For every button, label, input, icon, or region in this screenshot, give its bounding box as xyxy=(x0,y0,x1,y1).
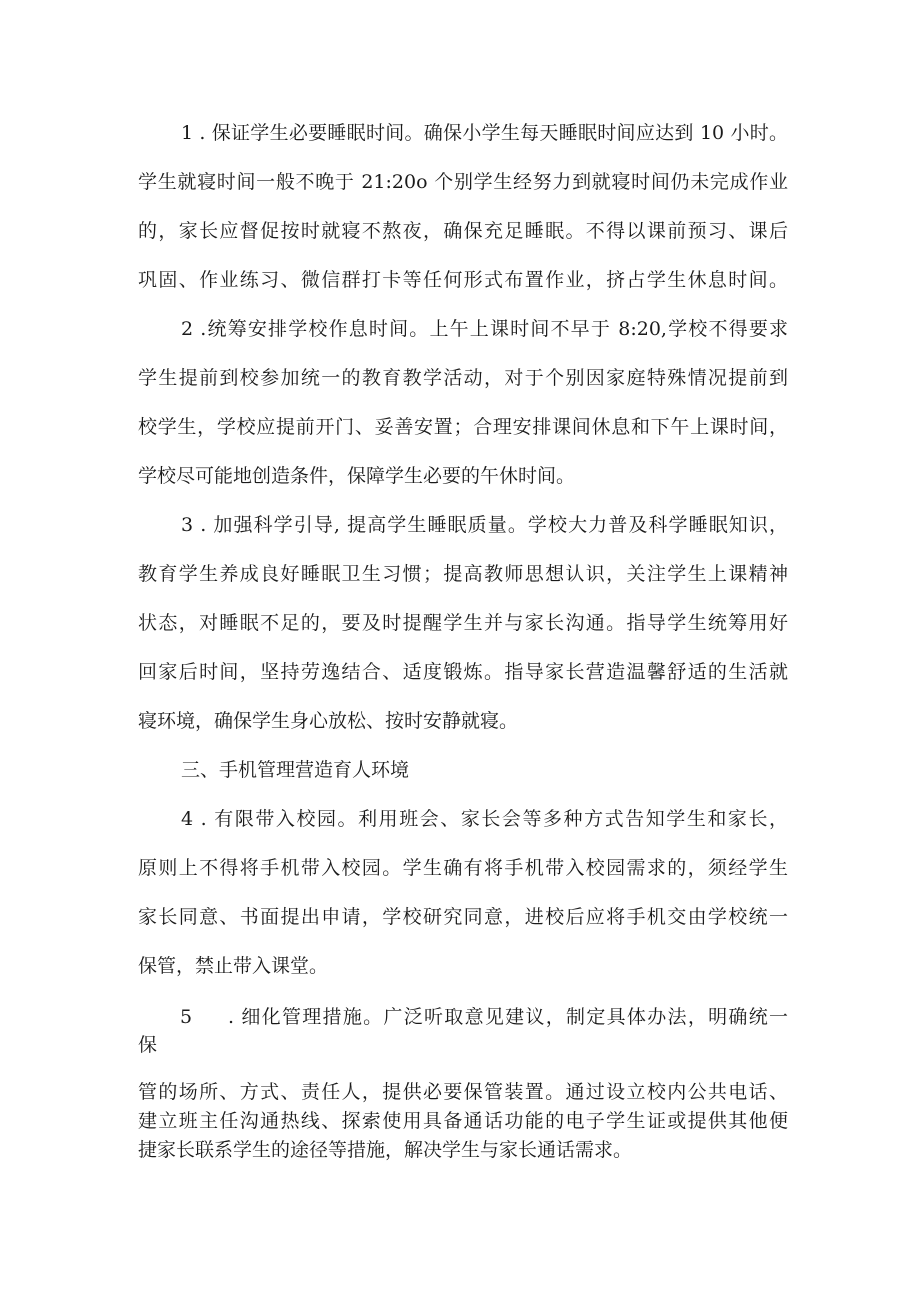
paragraph-4-line-1: 4 . 有限带入校园。利用班会、家长会等多种方式告知学生和家长， xyxy=(181,808,788,830)
paragraph-5-number: 5 xyxy=(180,1006,193,1028)
paragraph-4-line-3: 家长同意、书面提出申请，学校研究同意，进校后应将手机交由学校统一 xyxy=(138,906,788,928)
paragraph-1-line-2: 学生就寝时间一般不晚于 21:20o 个别学生经努力到就寝时间仍未完成作业 xyxy=(138,171,788,193)
paragraph-5-line-3: 管的场所、方式、责任人，提供必要保管装置。通过设立校内公共电话、 xyxy=(138,1081,788,1103)
paragraph-3-line-4: 回家后时间，坚持劳逸结合、适度锻炼。指导家长营造温馨舒适的生活就 xyxy=(138,661,788,683)
paragraph-2-line-2: 学生提前到校参加统一的教育教学活动，对于个别因家庭特殊情况提前到 xyxy=(138,367,788,389)
paragraph-3-line-3: 状态，对睡眠不足的，要及时提醒学生并与家长沟通。指导学生统筹用好 xyxy=(138,612,788,634)
paragraph-5-line-5: 捷家长联系学生的途径等措施，解决学生与家长通话需求。 xyxy=(138,1139,633,1161)
paragraph-3-line-2: 教育学生养成良好睡眠卫生习惯；提高教师思想认识，关注学生上课精神 xyxy=(138,563,788,585)
paragraph-1-line-4: 巩固、作业练习、微信群打卡等任何形式布置作业，挤占学生休息时间。 xyxy=(138,269,788,291)
section-heading: 三、手机管理营造育人环境 xyxy=(181,759,410,781)
paragraph-1-line-1: 1 . 保证学生必要睡眠时间。确保小学生每天睡眠时间应达到 10 小时。 xyxy=(181,122,788,144)
paragraph-3-line-5: 寝环境，确保学生身心放松、按时安静就寝。 xyxy=(138,710,519,732)
paragraph-2-line-3: 校学生，学校应提前开门、妥善安置；合理安排课间休息和下午上课时间， xyxy=(138,416,788,438)
paragraph-2-line-1: 2 .统筹安排学校作息时间。上午上课时间不早于 8:20,学校不得要求 xyxy=(181,318,788,340)
paragraph-5-line-2: 保 xyxy=(138,1034,158,1056)
paragraph-4-line-4: 保管，禁止带入课堂。 xyxy=(138,955,329,977)
paragraph-1-line-3: 的，家长应督促按时就寝不熬夜，确保充足睡眠。不得以课前预习、课后 xyxy=(138,220,788,242)
paragraph-5-line-4: 建立班主任沟通热线、探索使用具备通话功能的电子学生证或提供其他便 xyxy=(138,1110,788,1132)
paragraph-5-line-1: . 细化管理措施。广泛听取意见建议，制定具体办法，明确统一 xyxy=(228,1006,788,1028)
paragraph-3-line-1: 3 . 加强科学引导, 提高学生睡眠质量。学校大力普及科学睡眠知识， xyxy=(181,514,788,536)
paragraph-2-line-4: 学校尽可能地创造条件，保障学生必要的午休时间。 xyxy=(138,465,576,487)
paragraph-4-line-2: 原则上不得将手机带入校园。学生确有将手机带入校园需求的，须经学生 xyxy=(138,857,788,879)
